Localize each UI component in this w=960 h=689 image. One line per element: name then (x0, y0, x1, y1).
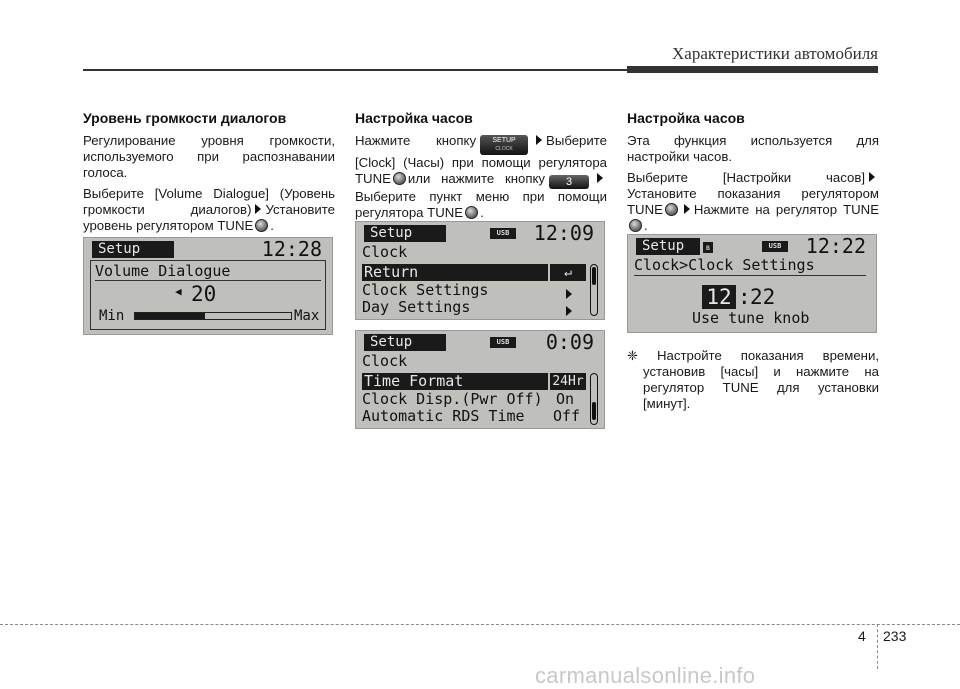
setup-btn-label: SETUP (492, 137, 516, 144)
paragraph: Регулирование уровня громкости, используемого при распознавании голоса. (83, 133, 335, 180)
menu-title: Clock (362, 352, 408, 370)
section-heading: Настройка часов (627, 110, 745, 126)
text: Выберите [Volume Dialogue] (Уровень громкости диалогов) (83, 186, 335, 217)
menu-item-value: 24Hr (550, 373, 586, 390)
display-volume-dialogue (83, 237, 333, 335)
note-text: Настройте показания времени, установив [часы] и нажмите на регулятор TUNE для установки [минут]. (643, 348, 879, 411)
text: Выберите [Clock] (Часы) при помощи регулятора TUNE (355, 133, 607, 186)
time-separator: : (738, 285, 751, 309)
chevron-right-icon (562, 301, 576, 320)
paragraph (83, 186, 335, 234)
setup-tag: Setup (364, 334, 446, 351)
menu-item-clock-settings[interactable]: Clock Settings (362, 281, 489, 299)
bluetooth-icon: ʙ (703, 242, 713, 253)
text: Выберите [Настройки часов] (627, 170, 865, 185)
tune-knob-icon (255, 219, 268, 232)
page-number: 233 (883, 628, 907, 644)
clock-time: 0:09 (545, 330, 594, 354)
paragraph: Эта функция используется для настройки часов. (627, 133, 879, 164)
arrow-right-icon (684, 204, 690, 214)
scrollbar[interactable] (590, 373, 598, 425)
display-clock-options (355, 330, 605, 429)
volume-value: 20 (191, 282, 217, 306)
arrow-right-icon (536, 135, 542, 145)
section-heading: Настройка часов (355, 110, 473, 126)
return-icon: ↵ (550, 264, 586, 281)
arrow-right-icon (255, 204, 261, 214)
menu-item-day-settings[interactable]: Day Settings (362, 298, 471, 316)
text: Нажмите на регулятор TUNE (693, 202, 879, 217)
menu-item-label: Return (364, 263, 419, 281)
text: . (644, 218, 648, 233)
display-clock-settings (627, 234, 877, 333)
scroll-thumb[interactable] (592, 267, 596, 285)
text: Установите уровень регулятором TUNE (83, 202, 335, 233)
volume-bar-fill (135, 313, 205, 319)
section-heading: Уровень громкости диалогов (83, 110, 287, 126)
note-mark-icon: ❈ (627, 348, 639, 363)
header-tab (627, 66, 878, 73)
volume-bar (134, 312, 292, 320)
setup-btn-sublabel: CLOCK (495, 146, 513, 152)
menu-title: Clock (362, 243, 408, 261)
note-paragraph (627, 348, 879, 412)
usb-badge: USB (762, 241, 788, 252)
scrollbar[interactable] (590, 264, 598, 316)
text: Нажмите кнопку (355, 133, 477, 148)
clock-time: 12:22 (805, 234, 866, 258)
menu-item-value: Off (553, 407, 581, 425)
footer-divider (877, 624, 878, 669)
tune-knob-icon (665, 203, 678, 216)
clock-time: 12:28 (261, 237, 322, 261)
menu-item-value: On (556, 390, 575, 408)
text: . (480, 205, 484, 220)
menu-item-time-format[interactable] (362, 373, 548, 390)
footer-rule (0, 624, 960, 625)
paragraph (627, 170, 879, 234)
setup-tag: Setup (92, 241, 174, 258)
setup-clock-button-icon (480, 135, 528, 155)
tune-knob-icon (465, 206, 478, 219)
arrow-right-icon (597, 173, 603, 183)
usb-badge: USB (490, 337, 516, 348)
section-clock-settings (627, 110, 879, 239)
minutes-field[interactable]: 22 (750, 285, 776, 309)
hours-field[interactable]: 12 (702, 285, 736, 309)
menu-item-label: Time Format (364, 372, 464, 390)
menu-item-return[interactable] (362, 264, 548, 281)
hint-text: Use tune knob (692, 309, 810, 327)
menu-title: Clock>Clock Settings (634, 256, 815, 274)
menu-item-clock-disp[interactable]: Clock Disp.(Pwr Off) (362, 390, 543, 408)
divider (634, 275, 866, 276)
display-clock-menu (355, 221, 605, 320)
min-label: Min (99, 308, 125, 324)
chapter-number: 4 (858, 628, 866, 644)
tune-knob-icon (629, 219, 642, 232)
scroll-thumb[interactable] (592, 402, 596, 420)
section-volume-dialogue (83, 110, 335, 239)
note-block (627, 348, 879, 417)
text: Установите показания регулятором TUNE (627, 186, 879, 217)
volume-panel (90, 260, 326, 330)
speaker-icon: ◀ (175, 285, 182, 298)
text: или нажмите кнопку (407, 171, 545, 186)
panel-title: Volume Dialogue (95, 262, 231, 280)
setup-tag: Setup (636, 238, 700, 255)
button-3-icon: 3 (549, 175, 589, 189)
setup-tag: Setup (364, 225, 446, 242)
arrow-right-icon (869, 172, 875, 182)
header-title: Характеристики автомобиля (672, 44, 878, 63)
section-clock-setup (355, 110, 607, 226)
max-label: Max (294, 308, 320, 324)
clock-time: 12:09 (533, 221, 594, 245)
text: Выберите пункт меню при помощи регулятора TUNE (355, 189, 607, 220)
tune-knob-icon (393, 172, 406, 185)
menu-item-rds-time[interactable]: Automatic RDS Time (362, 407, 525, 425)
text: . (270, 218, 274, 233)
usb-badge: USB (490, 228, 516, 239)
paragraph (355, 133, 607, 221)
divider (95, 280, 321, 281)
watermark: carmanualsonline.info (535, 663, 756, 688)
